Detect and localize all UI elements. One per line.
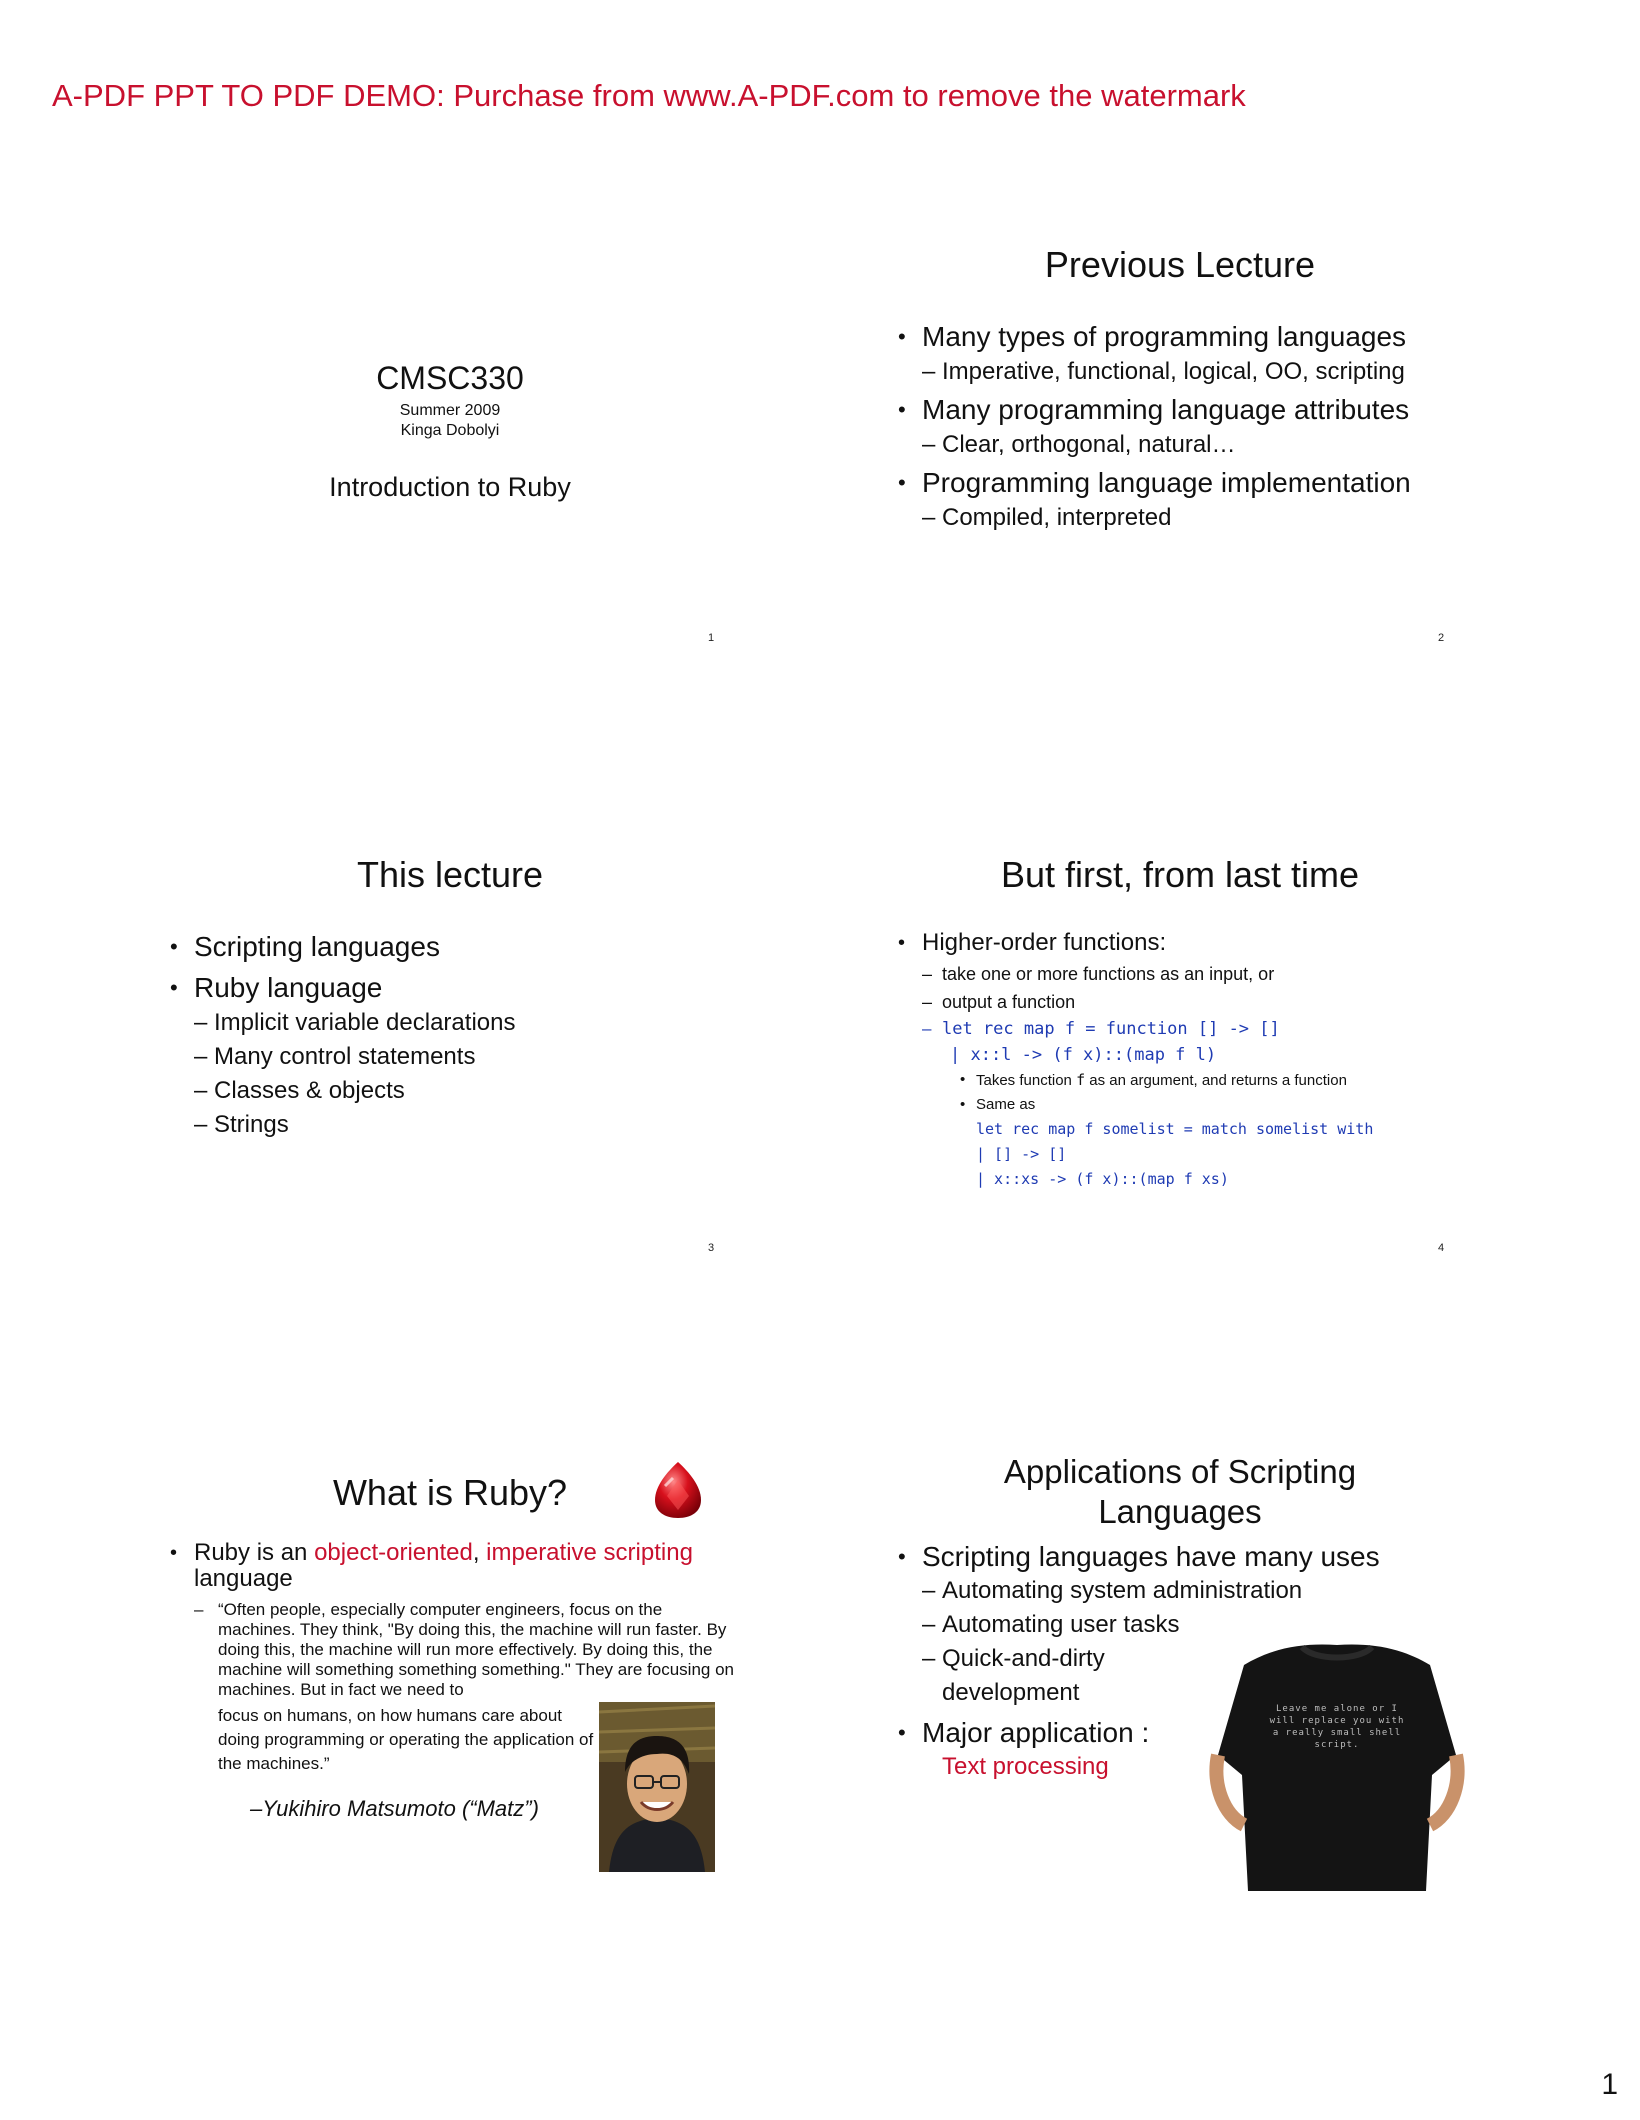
- slide-title: This lecture: [356, 854, 544, 895]
- bullet-text: ,: [472, 1539, 487, 1566]
- bullet-item: [898, 466, 1538, 535]
- bullet-list: [170, 930, 790, 1146]
- bullet-item: • Ruby is an object-oriented, imperative scripting language: [170, 1539, 693, 1592]
- slide-6: [810, 1440, 1550, 2000]
- sub-bullet-item: – take one or more functions as an input, or: [922, 964, 1275, 984]
- sub-bullet-text: Quick-and-dirty: [942, 1645, 1105, 1672]
- sub-bullet-text: Automating system administration: [942, 1577, 1303, 1604]
- quote-bottom: focus on humans, on how humans care about doing programming or operating the application of the machines.”: [218, 1706, 594, 1773]
- sub-bullet-item: – Quick-and-dirty development: [922, 1645, 1105, 1706]
- bullet-text: language: [194, 1565, 293, 1592]
- slide-1: [80, 220, 820, 780]
- slide-2: [810, 220, 1550, 780]
- highlight-text: Text processing: [942, 1753, 1109, 1780]
- sub-bullet-item: – Clear, orthogonal, natural…: [922, 428, 1538, 462]
- code-line: [898, 1142, 1548, 1167]
- portrait-photo: [599, 1702, 715, 1872]
- bullet-item: • Higher-order functions:: [898, 929, 1167, 956]
- code-line: [898, 1042, 1548, 1068]
- sub-bullet-item: – Compiled, interpreted: [922, 501, 1538, 535]
- course-author: Kinga Dobolyi: [400, 422, 500, 439]
- slide-number: 1: [708, 632, 715, 644]
- bullet-text: Scripting languages have many uses: [922, 1541, 1380, 1572]
- note-text: as an argument, and returns a function: [1085, 1072, 1347, 1089]
- highlight-text: imperative scripting: [486, 1539, 693, 1566]
- note-code: f: [1076, 1071, 1086, 1089]
- slide-title: What is Ruby?: [332, 1472, 568, 1513]
- slide-number: 3: [708, 1242, 715, 1254]
- bullet-text: Many types of programming languages: [922, 321, 1407, 352]
- slide-number: 4: [1438, 1242, 1445, 1254]
- code-text: | [] -> []: [976, 1145, 1067, 1163]
- slide-3: [80, 830, 820, 1390]
- note-item: • Takes function f as an argument, and returns a function: [960, 1071, 1347, 1089]
- note-text: Takes function: [976, 1072, 1077, 1089]
- page-number: 1: [1601, 2068, 1618, 2101]
- bullet-text: Ruby is an: [194, 1539, 315, 1566]
- sub-bullet-item: – Automating system administration: [922, 1577, 1303, 1604]
- note-item: • Same as: [960, 1096, 1036, 1113]
- quote-text: “Often people, especially computer engineers, focus on the machines. They think, "By doing this, the machine will run faster. By doing this, the machine will run more effectively. By doing this, the machine will something something something." They are focusing on machines. But in fact we need to: [218, 1600, 734, 1699]
- slide-title: Previous Lecture: [1044, 244, 1316, 285]
- course-title: CMSC330: [376, 360, 524, 396]
- title-line: Languages: [1098, 1493, 1262, 1530]
- slide-4: [810, 830, 1550, 1390]
- tshirt-photo: [1204, 1625, 1470, 1891]
- bullet-text: Programming language implementation: [922, 467, 1411, 498]
- sub-bullet-text: Automating user tasks: [942, 1611, 1180, 1638]
- slide-title: [810, 1452, 1550, 1532]
- sub-bullet-item: – Implicit variable declarations: [194, 1006, 790, 1040]
- watermark-banner: A-PDF PPT TO PDF DEMO: Purchase from www.A-PDF.com to remove the watermark: [52, 78, 1246, 113]
- sub-bullet-text: output a function: [942, 992, 1076, 1012]
- code-text: let rec map f somelist = match somelist with: [976, 1120, 1374, 1138]
- slide-subtitle: Introduction to Ruby: [329, 472, 571, 502]
- bullet-item: [898, 320, 1538, 389]
- bullet-text: Ruby language: [194, 972, 383, 1003]
- bullet-list: [898, 320, 1538, 539]
- sub-bullet-text: take one or more functions as an input, or: [942, 964, 1275, 984]
- title-line: Applications of Scripting: [1003, 1453, 1357, 1490]
- sub-bullet-item: – Classes & objects: [194, 1074, 790, 1108]
- slide-5: [80, 1440, 820, 2000]
- sub-bullet-item: – Imperative, functional, logical, OO, scripting: [922, 355, 1538, 389]
- quote-top: – “Often people, especially computer engineers, focus on the machines. They think, "By doing this, the machine will run faster. By doing this, the machine will run more effectively. By doing this, the machine will something something something." They are focusing on machines. But in fact we need to: [194, 1600, 734, 1699]
- bullet-text: Higher-order functions:: [922, 929, 1167, 956]
- code-line: [898, 1167, 1548, 1192]
- sub-bullet-item: – Strings: [194, 1108, 790, 1142]
- tshirt-text: Leave me alone or I will replace you with a really small shell script.: [1269, 1704, 1405, 1750]
- quote-attribution: –Yukihiro Matsumoto (“Matz”): [250, 1796, 539, 1821]
- slide-number: 2: [1438, 632, 1445, 644]
- sub-bullet-text: development: [942, 1679, 1080, 1706]
- course-term: Summer 2009: [399, 402, 501, 419]
- code-line: [898, 1117, 1548, 1142]
- bullet-item: [898, 393, 1538, 462]
- bullet-text: Many programming language attributes: [922, 394, 1410, 425]
- code-line: – let rec map f = function [] -> []: [922, 1019, 1280, 1039]
- bullet-text: Major application :: [922, 1717, 1150, 1748]
- bullet-item: • Major application :: [898, 1717, 1150, 1748]
- bullet-item: • Scripting languages: [170, 930, 790, 963]
- bullet-item: [170, 971, 790, 1142]
- slide-title: But first, from last time: [1000, 854, 1360, 895]
- bullet-list: [898, 928, 1548, 1192]
- highlight-text: object-oriented: [314, 1539, 473, 1566]
- sub-bullet-item: – Automating user tasks: [922, 1611, 1180, 1638]
- code-text: | x::l -> (f x)::(map f l): [950, 1045, 1217, 1065]
- code-text: | x::xs -> (f x)::(map f xs): [976, 1170, 1229, 1188]
- bullet-item: • Scripting languages have many uses: [898, 1541, 1380, 1572]
- sub-bullet-item: – Many control statements: [194, 1040, 790, 1074]
- code-text: let rec map f = function [] -> []: [942, 1019, 1280, 1039]
- ruby-gem-icon: [645, 1456, 711, 1522]
- sub-bullet-item: – output a function: [922, 992, 1076, 1012]
- note-text: Same as: [976, 1096, 1036, 1113]
